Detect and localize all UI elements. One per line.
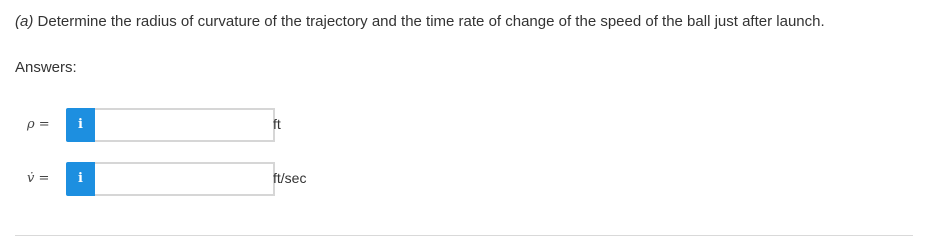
radius-equals-sign: = xyxy=(38,117,50,132)
speed-rate-input[interactable] xyxy=(95,162,275,196)
radius-symbol: ρ xyxy=(27,117,35,132)
answer-row-speed-rate xyxy=(0,162,933,196)
radius-symbol-label xyxy=(27,117,50,132)
question-part-label: (a) xyxy=(15,13,34,30)
speed-rate-symbol-label xyxy=(27,171,49,186)
question-body: Determine the radius of curvature of the trajectory and the time rate of change of the speed of the ball just after launch. xyxy=(37,13,825,30)
answers-heading: Answers: xyxy=(15,59,77,76)
speed-rate-equals-sign: = xyxy=(38,171,50,186)
speed-rate-unit: ft/sec xyxy=(273,170,307,186)
info-icon[interactable]: i xyxy=(66,162,95,196)
answer-row-radius xyxy=(0,108,933,142)
section-divider xyxy=(15,235,913,236)
question-text xyxy=(15,13,825,30)
speed-rate-symbol: v̇ xyxy=(27,171,35,186)
radius-unit: ft xyxy=(273,116,281,132)
info-icon[interactable]: i xyxy=(66,108,95,142)
radius-input[interactable] xyxy=(95,108,275,142)
